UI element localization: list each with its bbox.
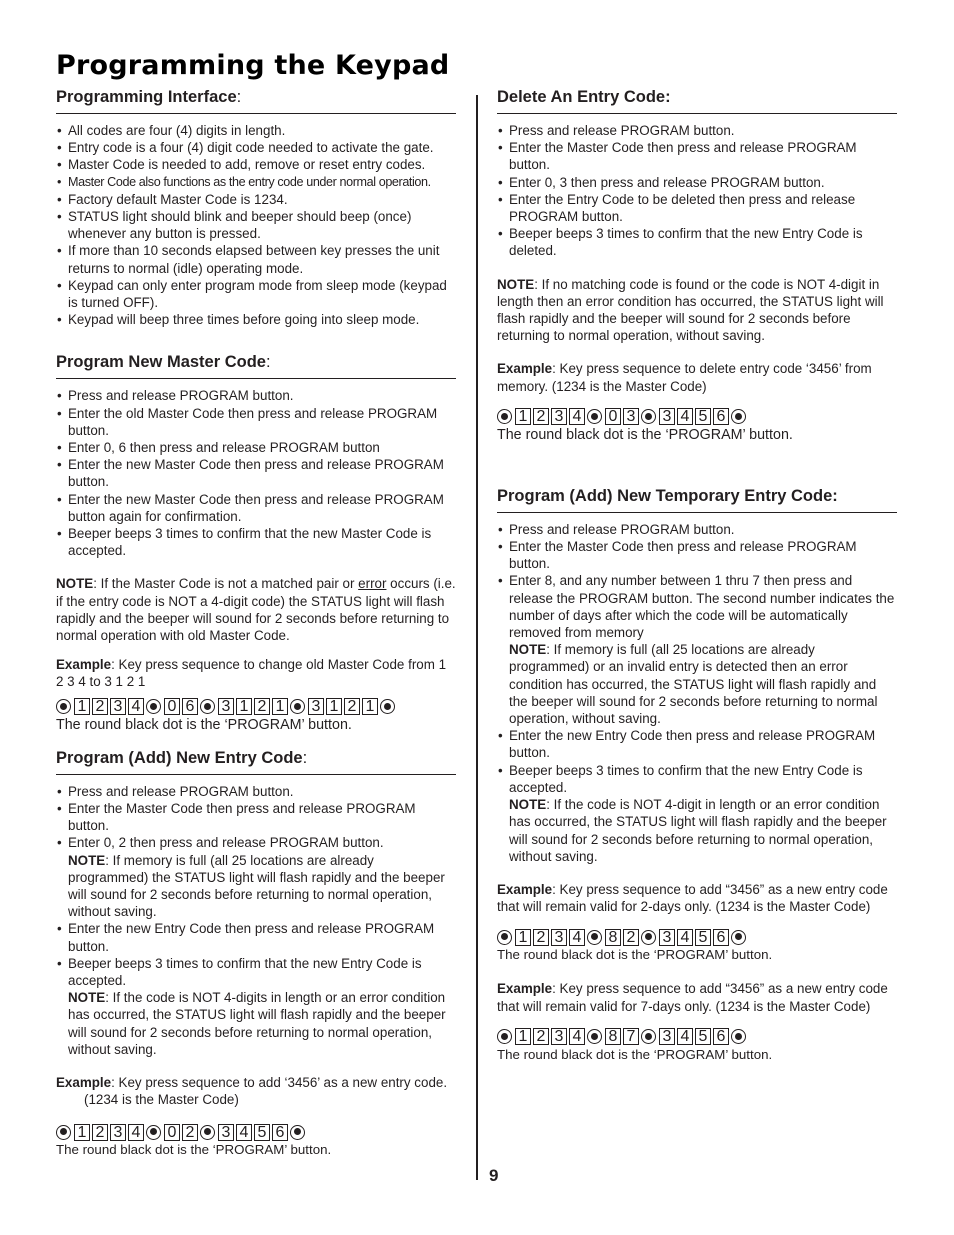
list-item: • Master Code also functions as the entry code under normal operation. <box>56 174 456 191</box>
list-item: • Beeper beeps 3 times to confirm that the new Entry Code is accepted. NOTE: If the code is NOT 4-digits in length or an error condition has occurred, the STATUS light will flash rapidly and the beeper will sound for 2 seconds before returning to normal operation, without saving. <box>56 955 456 1058</box>
program-button-dot <box>587 1029 602 1044</box>
list-item: • Enter 0, 3 then press and release PROGRAM button. <box>497 174 897 191</box>
digit-key: 3 <box>551 1028 567 1045</box>
program-button-dot <box>290 699 305 714</box>
digit-key: 6 <box>713 1028 729 1045</box>
bullet-list <box>497 122 897 260</box>
list-item: • Keypad will beep three times before going into sleep mode. <box>56 311 456 328</box>
list-item: • Enter 0, 6 then press and release PROGRAM button <box>56 439 456 456</box>
digit-key: 2 <box>533 1028 549 1045</box>
program-button-dot <box>587 930 602 945</box>
section-heading: Program (Add) New Entry Code: <box>56 749 456 775</box>
example-paragraph: Example: Key press sequence to add “3456” as a new entry code that will remain valid for 2-days only. (1234 is the Master Code) <box>497 881 888 915</box>
digit-key: 0 <box>164 1124 180 1141</box>
digit-key: 1 <box>515 929 531 946</box>
digit-key: 1 <box>515 408 531 425</box>
digit-key: 1 <box>236 698 252 715</box>
delete-entry-code-section <box>497 88 897 443</box>
key-sequence <box>56 697 456 717</box>
section-heading: Programming Interface: <box>56 88 456 114</box>
digit-key: 5 <box>695 408 711 425</box>
digit-key: 5 <box>695 929 711 946</box>
digit-key: 2 <box>182 1124 198 1141</box>
list-item: • Press and release PROGRAM button. <box>56 387 456 404</box>
digit-key: 4 <box>128 698 144 715</box>
list-item: • Press and release PROGRAM button. <box>497 521 897 538</box>
digit-key: 3 <box>218 698 234 715</box>
digit-key: 4 <box>677 408 693 425</box>
programming-interface-section <box>56 88 456 328</box>
digit-key: 6 <box>713 408 729 425</box>
digit-key: 8 <box>605 1028 621 1045</box>
program-button-dot <box>200 1125 215 1140</box>
program-button-dot <box>200 699 215 714</box>
digit-key: 4 <box>677 929 693 946</box>
list-item: • If more than 10 seconds elapsed between key presses the unit returns to normal (idle) operating mode. <box>56 242 456 276</box>
list-item: • Press and release PROGRAM button. <box>497 122 897 139</box>
digit-key: 2 <box>92 1124 108 1141</box>
digit-key: 3 <box>659 929 675 946</box>
digit-key: 4 <box>569 408 585 425</box>
digit-key: 1 <box>362 698 378 715</box>
list-item: • Beeper beeps 3 times to confirm that the new Entry Code is deleted. <box>497 225 897 259</box>
digit-key: 2 <box>533 408 549 425</box>
section-heading: Delete An Entry Code: <box>497 88 897 114</box>
example-paragraph: Example: Key press sequence to add “3456” as a new entry code that will remain valid for 7-days only. (1234 is the Master Code) <box>497 981 888 1014</box>
list-item: • Enter the Entry Code to be deleted then press and release PROGRAM button. <box>497 191 897 225</box>
bullet-list <box>56 783 456 1058</box>
section-heading: Program New Master Code: <box>56 353 456 379</box>
column-divider <box>476 95 478 1180</box>
digit-key: 6 <box>272 1124 288 1141</box>
note-inline: NOTE: If memory is full (all 25 locations are already programmed) the STATUS light will flash rapidly and the beeper will sound for 2 seconds before returning to normal operation, without saving. <box>68 852 445 920</box>
digit-key: 4 <box>236 1124 252 1141</box>
digit-key: 2 <box>344 698 360 715</box>
program-button-dot <box>56 699 71 714</box>
digit-key: 1 <box>326 698 342 715</box>
key-sequence <box>497 1027 897 1047</box>
digit-key: 4 <box>128 1124 144 1141</box>
sequence-caption: The round black dot is the ‘PROGRAM’ button. <box>497 1046 773 1062</box>
list-item: • Enter the new Master Code then press and release PROGRAM button. <box>56 456 456 490</box>
digit-key: 6 <box>182 698 198 715</box>
digit-key: 1 <box>515 1028 531 1045</box>
program-button-dot <box>641 1029 656 1044</box>
list-item: • Beeper beeps 3 times to confirm that the new Master Code is accepted. <box>56 525 456 559</box>
digit-key: 3 <box>659 408 675 425</box>
list-item: • Enter the Master Code then press and release PROGRAM button. <box>497 139 897 173</box>
list-item: • Enter the new Entry Code then press and release PROGRAM button. <box>56 920 456 954</box>
digit-key: 3 <box>551 929 567 946</box>
program-new-master-code-section <box>56 353 456 732</box>
digit-key: 3 <box>110 1124 126 1141</box>
digit-key: 3 <box>659 1028 675 1045</box>
digit-key: 3 <box>110 698 126 715</box>
digit-key: 8 <box>605 929 621 946</box>
program-button-dot <box>731 409 746 424</box>
key-sequence <box>56 1122 456 1142</box>
list-item: • All codes are four (4) digits in length. <box>56 122 456 139</box>
example-paragraph: Example: Key press sequence to change old Master Code from 1 2 3 4 to 3 1 2 1 <box>56 657 447 690</box>
digit-key: 3 <box>218 1124 234 1141</box>
digit-key: 2 <box>623 929 639 946</box>
program-temporary-entry-code-section <box>497 487 897 1063</box>
digit-key: 2 <box>92 698 108 715</box>
right-column <box>497 88 897 1063</box>
sequence-caption: The round black dot is the ‘PROGRAM’ button. <box>497 426 793 443</box>
digit-key: 3 <box>551 408 567 425</box>
list-item: • Enter the Master Code then press and release PROGRAM button. <box>497 538 897 572</box>
digit-key: 0 <box>164 698 180 715</box>
program-button-dot <box>497 409 512 424</box>
program-button-dot <box>497 1029 512 1044</box>
page-number: 9 <box>489 1166 499 1185</box>
list-item: • Enter 0, 2 then press and release PROGRAM button. NOTE: If memory is full (all 25 locations are already programmed) the STATUS light will flash rapidly and the beeper will sound for 2 seconds before returning to normal operation, without saving. <box>56 834 456 920</box>
list-item: • Enter the Master Code then press and release PROGRAM button. <box>56 800 456 834</box>
list-item: • Enter the new Master Code then press and release PROGRAM button again for confirmation. <box>56 491 456 525</box>
program-button-dot <box>641 409 656 424</box>
bullet-list <box>56 122 456 328</box>
digit-key: 4 <box>569 929 585 946</box>
program-button-dot <box>641 930 656 945</box>
digit-key: 5 <box>695 1028 711 1045</box>
program-button-dot <box>497 930 512 945</box>
page-title: Programming the Keypad <box>56 50 450 81</box>
digit-key: 6 <box>713 929 729 946</box>
digit-key: 2 <box>254 698 270 715</box>
list-item: • Enter 8, and any number between 1 thru 7 then press and release the PROGRAM button. The second number indicates the number of days after which the code will be automatically removed from memory NOTE: If memory is full (all 25 locations are already programmed) or an invalid entry is detected then an error condition has occurred, the STATUS light will flash rapidly and the beeper will sound for 2 seconds before returning to normal operation, without saving. <box>497 572 897 727</box>
program-button-dot <box>731 930 746 945</box>
note-paragraph: NOTE: If the Master Code is not a matched pair or error occurs (i.e. if the entry code is NOT a 4-digit code) the STATUS light will flash rapidly and the beeper will sound for 2 seconds before returning to normal operation with old Master Code. <box>56 576 456 644</box>
sequence-caption: The round black dot is the ‘PROGRAM’ button. <box>56 716 352 733</box>
list-item: • Entry code is a four (4) digit code needed to activate the gate. <box>56 139 456 156</box>
list-item: • Beeper beeps 3 times to confirm that the new Entry Code is accepted. NOTE: If the code is NOT 4-digit in length or an error condition has occurred, the STATUS light will flash rapidly and the beeper will sound for 2 seconds before returning to normal operation, without saving. <box>497 762 897 865</box>
sequence-caption: The round black dot is the ‘PROGRAM’ button. <box>497 947 773 963</box>
digit-key: 1 <box>74 698 90 715</box>
list-item: • Master Code is needed to add, remove or reset entry codes. <box>56 156 456 173</box>
note-inline: NOTE: If memory is full (all 25 locations are already programmed) or an invalid entry is detected then an error condition has occurred, the STATUS light will flash rapidly and the beeper will sound for 2 seconds before returning to normal operation, without saving. <box>509 642 878 727</box>
digit-key: 3 <box>623 408 639 425</box>
digit-key: 7 <box>623 1028 639 1045</box>
digit-key: 2 <box>533 929 549 946</box>
list-item: • Press and release PROGRAM button. <box>56 783 456 800</box>
key-sequence <box>497 407 897 427</box>
list-item: • Keypad can only enter program mode from sleep mode (keypad is turned OFF). <box>56 277 456 311</box>
program-button-dot <box>146 1125 161 1140</box>
key-sequence <box>497 927 897 947</box>
sequence-caption: The round black dot is the ‘PROGRAM’ button. <box>56 1142 332 1158</box>
list-item: • Factory default Master Code is 1234. <box>56 191 456 208</box>
program-button-dot <box>380 699 395 714</box>
section-heading: Program (Add) New Temporary Entry Code: <box>497 487 897 513</box>
digit-key: 1 <box>74 1124 90 1141</box>
note-inline: NOTE: If the code is NOT 4-digits in length or an error condition has occurred, the STATUS light will flash rapidly and the beeper will sound for 2 seconds before returning to normal operation, without saving. <box>68 990 446 1057</box>
bullet-list <box>56 387 456 559</box>
digit-key: 5 <box>254 1124 270 1141</box>
program-new-entry-code-section <box>56 749 456 1159</box>
program-button-dot <box>146 699 161 714</box>
list-item: • STATUS light should blink and beeper should beep (once) whenever any button is pressed. <box>56 208 456 242</box>
program-button-dot <box>56 1125 71 1140</box>
program-button-dot <box>290 1125 305 1140</box>
example-paragraph: Example: Key press sequence to add ‘3456’ as a new entry code. (1234 is the Master Code) <box>56 1074 448 1108</box>
digit-key: 0 <box>605 408 621 425</box>
list-item: • Enter the old Master Code then press and release PROGRAM button. <box>56 405 456 439</box>
left-column <box>56 88 456 1158</box>
note-inline: NOTE: If the code is NOT 4-digit in length or an error condition has occurred, the STATUS light will flash rapidly and the beeper will sound for 2 seconds before returning to normal operation, without saving. <box>509 797 887 864</box>
program-button-dot <box>587 409 602 424</box>
digit-key: 1 <box>272 698 288 715</box>
program-button-dot <box>731 1029 746 1044</box>
digit-key: 4 <box>569 1028 585 1045</box>
note-paragraph: NOTE: If no matching code is found or the code is NOT 4-digit in length then an error condition has occurred, the STATUS light will flash rapidly and the beeper will sound for 2 seconds before returning to normal operation, without saving. <box>497 276 884 344</box>
example-paragraph: Example: Key press sequence to delete entry code ‘3456’ from memory. (1234 is the Master Code) <box>497 361 872 394</box>
bullet-list <box>497 521 897 865</box>
digit-key: 4 <box>677 1028 693 1045</box>
list-item: • Enter the new Entry Code then press and release PROGRAM button. <box>497 727 897 761</box>
digit-key: 3 <box>308 698 324 715</box>
